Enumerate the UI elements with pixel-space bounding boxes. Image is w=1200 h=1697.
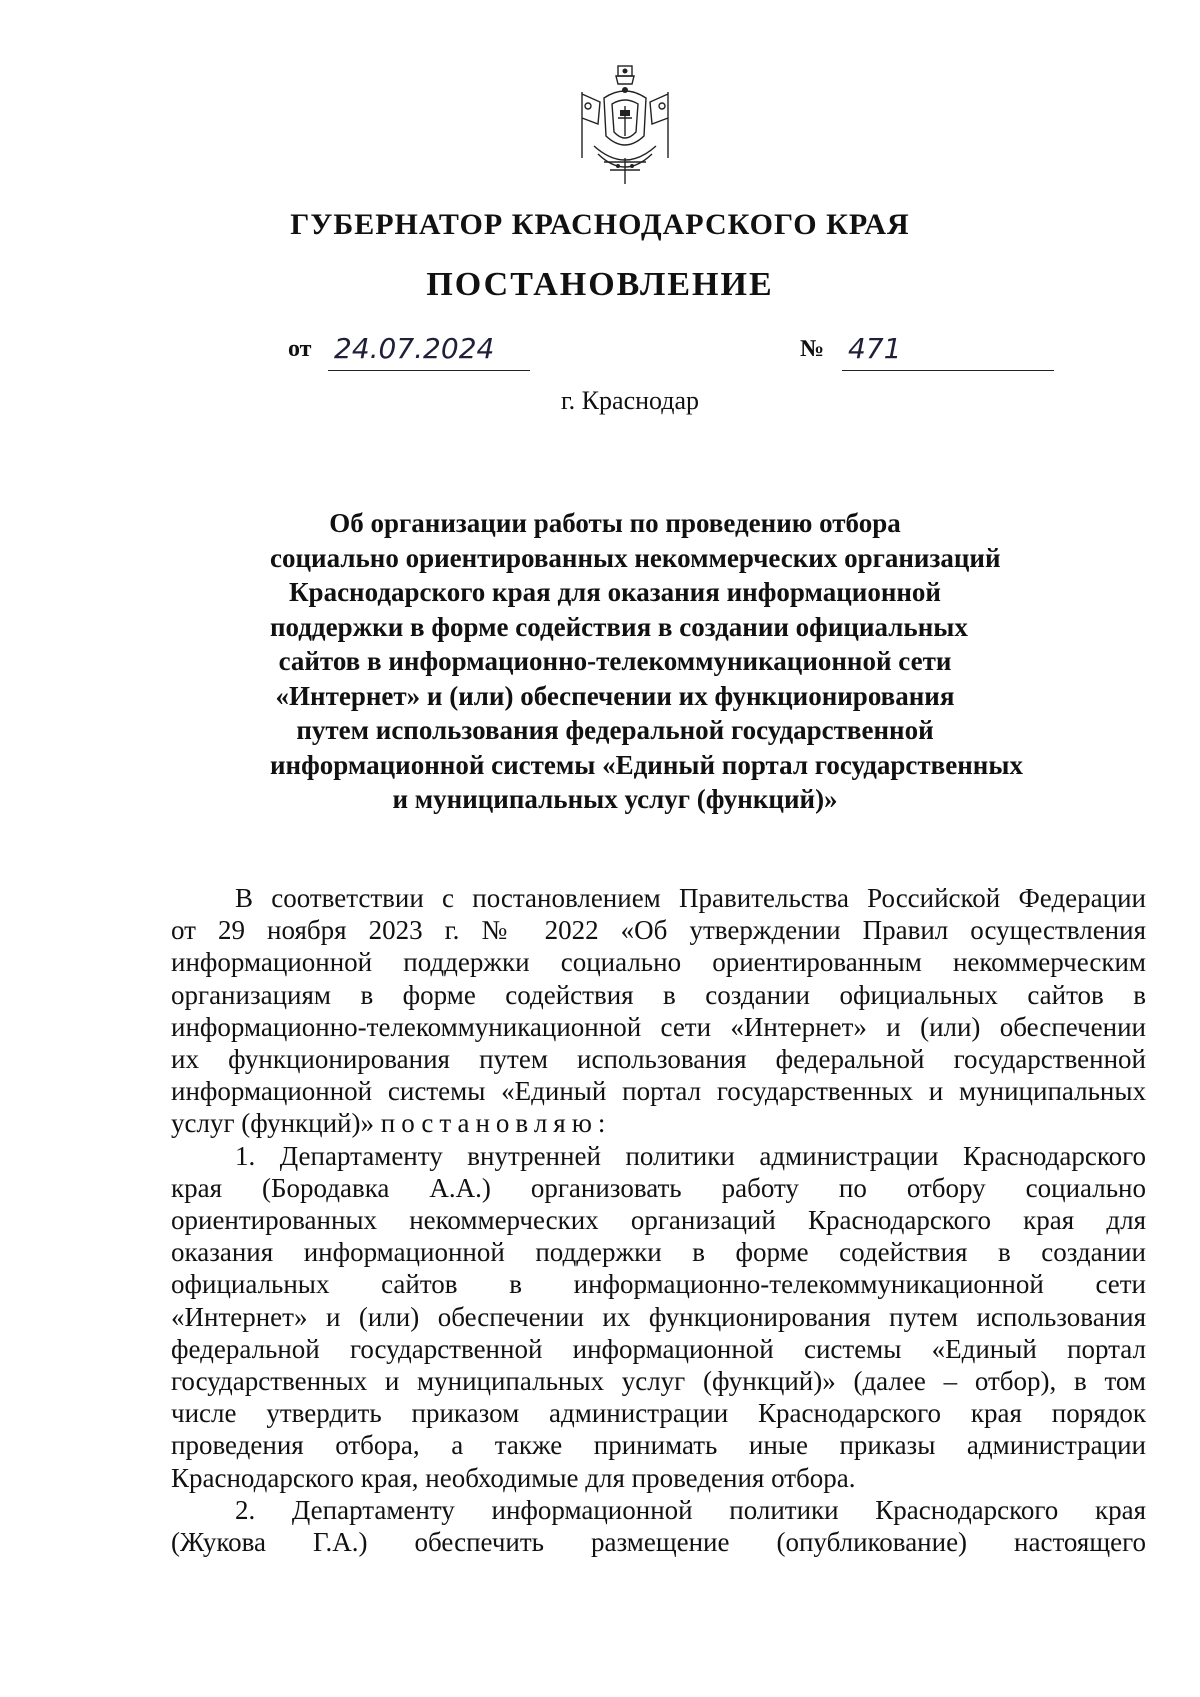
item-1-line: «Интернет» и (или) обеспечении их функционирования путем использования — [171, 1301, 1146, 1332]
title-line: путем использования федеральной государственной — [296, 715, 934, 745]
title-line: сайтов в информационно-телекоммуникационной сети — [278, 646, 952, 676]
number-label: № — [800, 336, 825, 362]
preamble-line: информационно-телекоммуникационной сети «Интернет» и (или) обеспечении — [171, 1011, 1146, 1042]
item-1-line: Краснодарского края, необходимые для проведения отбора. — [171, 1462, 856, 1493]
item-1-line: федеральной государственной информационной системы «Единый портал — [171, 1333, 1146, 1364]
item-1-line: числе утвердить приказом администрации Краснодарского края порядок — [171, 1398, 1146, 1429]
title-line: социально ориентированных некоммерческих организаций — [270, 542, 1001, 573]
item-1-line: 1. Департаменту внутренней политики администрации Краснодарского — [235, 1140, 1146, 1171]
item-1-line: оказания информационной поддержки в форме содействия в создании — [171, 1237, 1146, 1268]
document-type: ПОСТАНОВЛЕНИЕ — [426, 266, 774, 303]
preamble-line: В соответствии с постановлением Правительства Российской Федерации — [235, 883, 1146, 913]
item-1-line: ориентированных некоммерческих организаций Краснодарского края для — [171, 1205, 1146, 1236]
title-line: поддержки в форме содействия в создании официальных — [270, 611, 968, 642]
document-title — [270, 506, 1023, 817]
handwritten-number: 471 — [842, 332, 1054, 371]
document-body — [171, 882, 1146, 1558]
title-line: Об организации работы по проведению отбора — [329, 508, 901, 538]
item-1-line: проведения отбора, а также принимать иные приказы администрации — [171, 1430, 1146, 1461]
item-2-line: 2. Департаменту информационной политики Краснодарского края — [235, 1494, 1146, 1525]
preamble-line: информационной поддержки социально ориентированным некоммерческим — [171, 947, 1146, 978]
title-line: «Интернет» и (или) обеспечении их функционирования — [275, 680, 955, 711]
title-line: Краснодарского края для оказания информационной — [288, 577, 941, 607]
date-label: от — [288, 336, 312, 362]
item-2-line: (Жукова Г.А.) обеспечить размещение (опубликование) настоящего — [171, 1527, 1146, 1558]
issuing-authority: ГУБЕРНАТОР КРАСНОДАРСКОГО КРАЯ — [290, 208, 910, 241]
item-1-line: государственных и муниципальных услуг (функций)» (далее – отбор), в том — [171, 1366, 1146, 1397]
item-1-line: официальных сайтов в информационно-телекоммуникационной сети — [171, 1269, 1146, 1300]
preamble-tail: услуг (функций)» — [171, 1108, 375, 1139]
title-line: информационной системы «Единый портал государственных — [270, 749, 1023, 780]
preamble-last-line — [171, 1107, 1146, 1139]
preamble-line: их функционирования путем использования федеральной государственной — [171, 1044, 1146, 1075]
krasnodar-coat-of-arms-icon — [574, 62, 676, 188]
decree-word: постановляю: — [380, 1108, 612, 1139]
preamble-line: информационной системы «Единый портал государственных и муниципальных — [171, 1076, 1146, 1107]
item-1-line: края (Бородавка А.А.) организовать работу по отбору социально — [171, 1172, 1146, 1203]
preamble-line: от 29 ноября 2023 г. № 2022 «Об утверждении Правил осуществления — [171, 915, 1146, 946]
city: г. Краснодар — [560, 386, 700, 415]
preamble-line: организациям в форме содействия в создании официальных сайтов в — [171, 979, 1146, 1010]
title-line: и муниципальных услуг (функций)» — [392, 784, 838, 814]
handwritten-date: 24.07.2024 — [328, 332, 530, 371]
